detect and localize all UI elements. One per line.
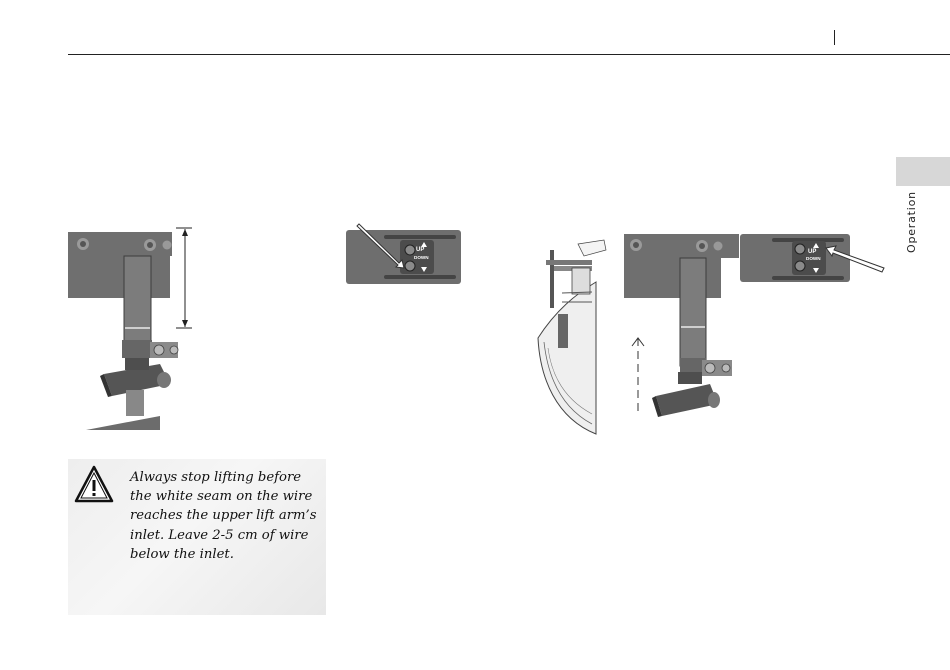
warning-box xyxy=(68,459,326,615)
lift-arm-figure xyxy=(68,232,188,432)
warning-line: reaches the upper lift arm’s xyxy=(130,508,317,524)
panel-down-label: DOWN xyxy=(414,255,429,260)
header-rule xyxy=(68,54,950,55)
warning-line: Always stop lifting before xyxy=(130,470,302,485)
boat-transom-figure xyxy=(536,238,616,438)
warning-line: the white seam on the wire xyxy=(130,489,313,505)
warning-text xyxy=(130,468,320,564)
page-number-separator xyxy=(834,30,835,45)
panel2-up-label: UP xyxy=(808,249,817,255)
panel2-down-label: DOWN xyxy=(806,256,821,261)
warning-triangle-icon xyxy=(74,465,114,503)
warning-line: inlet. Leave 2-5 cm of wire xyxy=(130,527,309,543)
section-tab-label: Operation xyxy=(905,191,918,253)
control-panel-down-figure xyxy=(340,218,464,286)
distance-arrow xyxy=(172,226,196,332)
warning-line: below the inlet. xyxy=(130,546,234,562)
section-tab xyxy=(896,157,950,186)
panel-up-label: UP xyxy=(416,247,425,253)
up-direction-arrow xyxy=(628,334,648,414)
